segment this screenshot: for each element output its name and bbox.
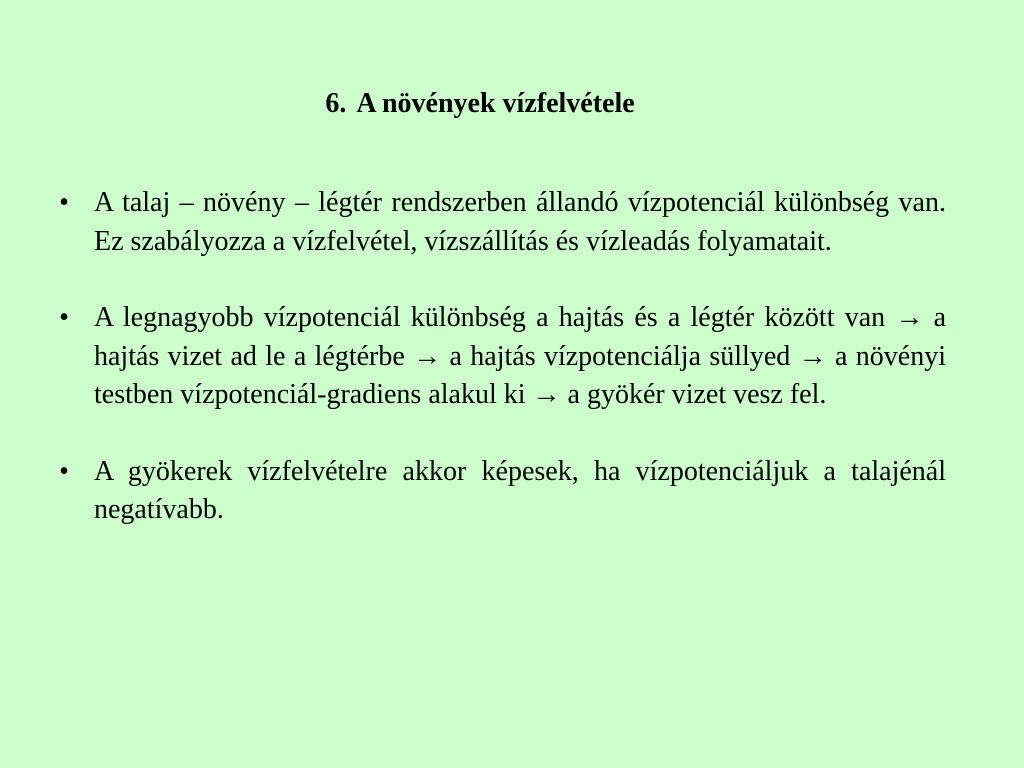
bullet-text: A talaj – növény – légtér rendszerben állandó vízpotenciál különbség van. Ez szabályozza a vízfelvétel, vízszállítás és vízleadás folyamatait. xyxy=(94,187,946,257)
bullet-text: A legnagyobb vízpotenciál különbség a hajtás és a légtér között van → a hajtás vizet ad le a légtérbe → a hajtás vízpotenciálja süllyed → a növényi testben vízpotenciál-gradiens alakul ki → a gyökér vizet vesz fel. xyxy=(94,302,946,410)
title-text: A növények vízfelvétele xyxy=(356,88,635,119)
bullet-list xyxy=(54,184,946,568)
bullet-item xyxy=(54,299,946,415)
bullet-dot-icon: • xyxy=(59,302,69,333)
bullet-item xyxy=(54,453,946,530)
bullet-dot-icon: • xyxy=(59,455,69,487)
bullet-text: A gyökerek vízfelvételre akkor képesek, ha vízpotenciáljuk a talajénál negatívabb. xyxy=(94,455,946,525)
bullet-dot-icon: • xyxy=(59,187,69,218)
bullet-item xyxy=(54,184,946,261)
title-number: 6. xyxy=(325,88,347,119)
slide-title xyxy=(0,86,960,122)
